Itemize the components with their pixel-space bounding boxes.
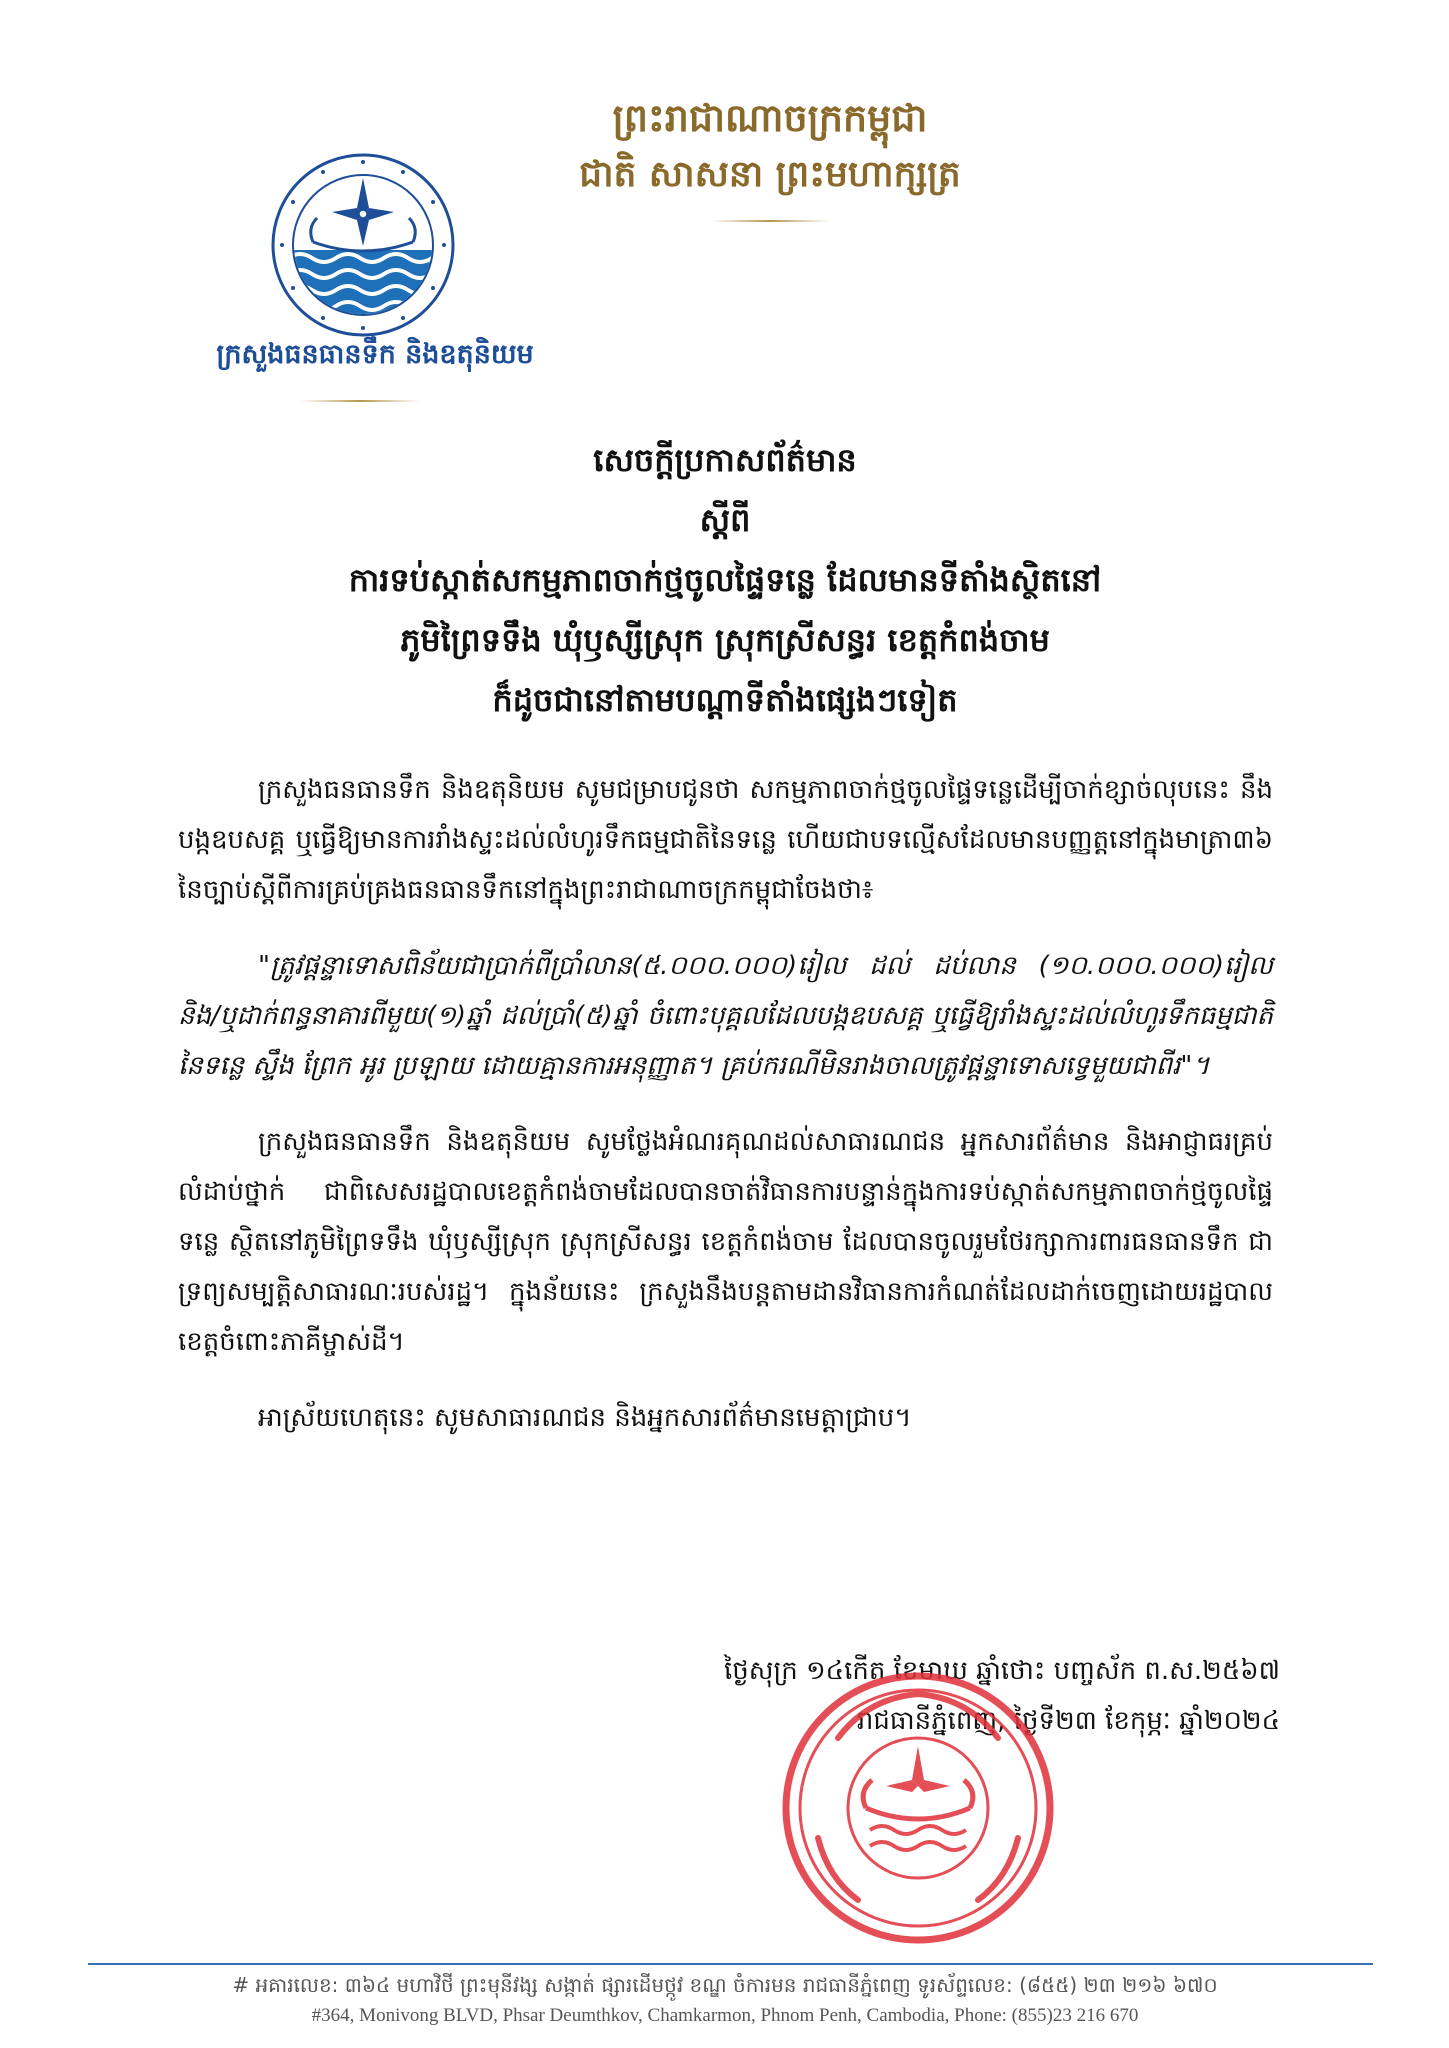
closing-line: អាស្រ័យហេតុនេះ សូមសាធារណជន និងអ្នកសារព័ត៌មានមេត្តាជ្រាប។ — [258, 1403, 912, 1433]
ministry-name: ក្រសួងធនធានទឹក និងឧតុនិយម — [216, 339, 534, 370]
title-line-2: ស្តីពី — [699, 501, 751, 539]
footer-address-english: #364, Monivong BLVD, Phsar Deumthkov, Chamkarmon, Phnom Penh, Cambodia, Phone: (855)23 216 670 — [311, 2005, 1139, 2026]
ministry-divider — [300, 400, 420, 402]
title-line-1: សេចក្តីប្រកាសព័ត៌មាន — [593, 441, 857, 479]
announcement-body — [178, 765, 1273, 1443]
paragraph-2: ក្រសួងធនធានទឹក និងឧតុនិយម សូមថ្លែងអំណរគុណដល់សាធារណជន អ្នកសារព័ត៌មាន និងអាជ្ញាធរគ្រប់លំដាប់ថ្នាក់ ជាពិសេសរដ្ឋបាលខេត្តកំពង់ចាមដែលបានចាត់វិធានការបន្ទាន់ក្នុងការទប់ស្កាត់សកម្មភាពចាក់ថ្មចូលផ្ទៃទន្លេ ស្ថិតនៅភូមិព្រៃទទឹង ឃុំឫស្សីស្រុក ស្រុកស្រីសន្ធរ ខេត្តកំពង់ចាម ដែលបានចូលរួមថែរក្សាការពារធនធានទឹក ជាទ្រព្យសម្បត្តិសាធារណៈរបស់រដ្ឋ។ ក្នុងន័យនេះ ក្រសួងនឹងបន្តតាមដានវិធានការកំណត់ដែលដាក់ចេញដោយរដ្ឋបាលខេត្តចំពោះភាគីម្ចាស់ដី។ — [178, 1127, 1273, 1357]
kingdom-header — [520, 90, 1020, 222]
announcement-title — [150, 430, 1300, 730]
kingdom-line-1: ព្រះរាជាណាចក្រកម្ពុជា — [612, 95, 928, 140]
title-line-4: ភូមិព្រៃទទឹង ឃុំឫស្សីស្រុក ស្រុកស្រីសន្ធរ ខេត្តកំពង់ចាម — [400, 621, 1050, 659]
law-quote: "ត្រូវផ្តន្ទាទោសពិន័យជាប្រាក់ពីប្រាំលាន(៥.០០០.០០០)រៀល ដល់ ដប់លាន (១០.០០០.០០០)រៀល និង/ឬដាក់ពន្ធនាគារពីមួយ(១)ឆ្នាំ ដល់ប្រាំ(៥)ឆ្នាំ ចំពោះបុគ្គលដែលបង្កឧបសគ្គ ឬធ្វើឱ្យរាំងស្ទះដល់លំហូរទឹកធម្មជាតិនៃទន្លេ ស្ទឹង ព្រែក អូរ ប្រឡាយ ដោយគ្មានការអនុញ្ញាត។ គ្រប់ករណីមិនរាងចាលត្រូវផ្តន្ទាទោសទ្វេមួយជាពីរ"។ — [178, 951, 1273, 1081]
title-line-3: ការទប់ស្កាត់សកម្មភាពចាក់ថ្មចូលផ្ទៃទន្លេ ដែលមានទីតាំងស្ថិតនៅ — [348, 561, 1102, 599]
footer-divider — [88, 1963, 1373, 1965]
official-seal — [778, 1668, 1058, 1948]
kingdom-divider — [710, 220, 830, 222]
solar-date: រាជធានីភ្នំពេញ, ថ្ងៃទី២៣ ខែកុម្ភៈ ឆ្នាំ២០២៤ — [856, 1706, 1280, 1736]
footer-address-khmer: # អគារលេខ: ៣៦៤ មហាវិថី ព្រះមុនីវង្ស សង្កាត់ ផ្សារដើមថ្កូវ ខណ្ឌ ចំការមន រាជធានីភ្នំពេញ ទូរស័ព្ទលេខ: (៨៥៥) ២៣ ២១៦ ៦៧០ — [232, 1973, 1218, 1997]
kingdom-line-2: ជាតិ សាសនា ព្រះមហាក្សត្រ — [579, 153, 961, 195]
lunar-date: ថ្ងៃសុក្រ ១៤កើត ខែមាឃ ឆ្នាំថោះ បញ្ចស័ក ព.ស.២៥៦៧ — [723, 1656, 1280, 1686]
paragraph-1: ក្រសួងធនធានទឹក និងឧតុនិយម សូមជម្រាបជូនថា សកម្មភាពចាក់ថ្មចូលផ្ទៃទន្លេដើម្បីចាក់ខ្សាច់លុបនេះ នឹងបង្កឧបសគ្គ ឬធ្វើឱ្យមានការរាំងស្ទះដល់លំហូរទឹកធម្មជាតិនៃទន្លេ ហើយជាបទល្មើសដែលមានបញ្ញត្តនៅក្នុងមាត្រា៣៦ នៃច្បាប់ស្តីពីការគ្រប់គ្រងធនធានទឹកនៅក្នុងព្រះរាជាណាចក្រកម្ពុជាចែងថា៖ — [178, 775, 1273, 905]
title-line-5: ក៏ដូចជានៅតាមបណ្តាទីតាំងផ្សេងៗទៀត — [492, 681, 958, 719]
ministry-logo — [268, 150, 458, 340]
